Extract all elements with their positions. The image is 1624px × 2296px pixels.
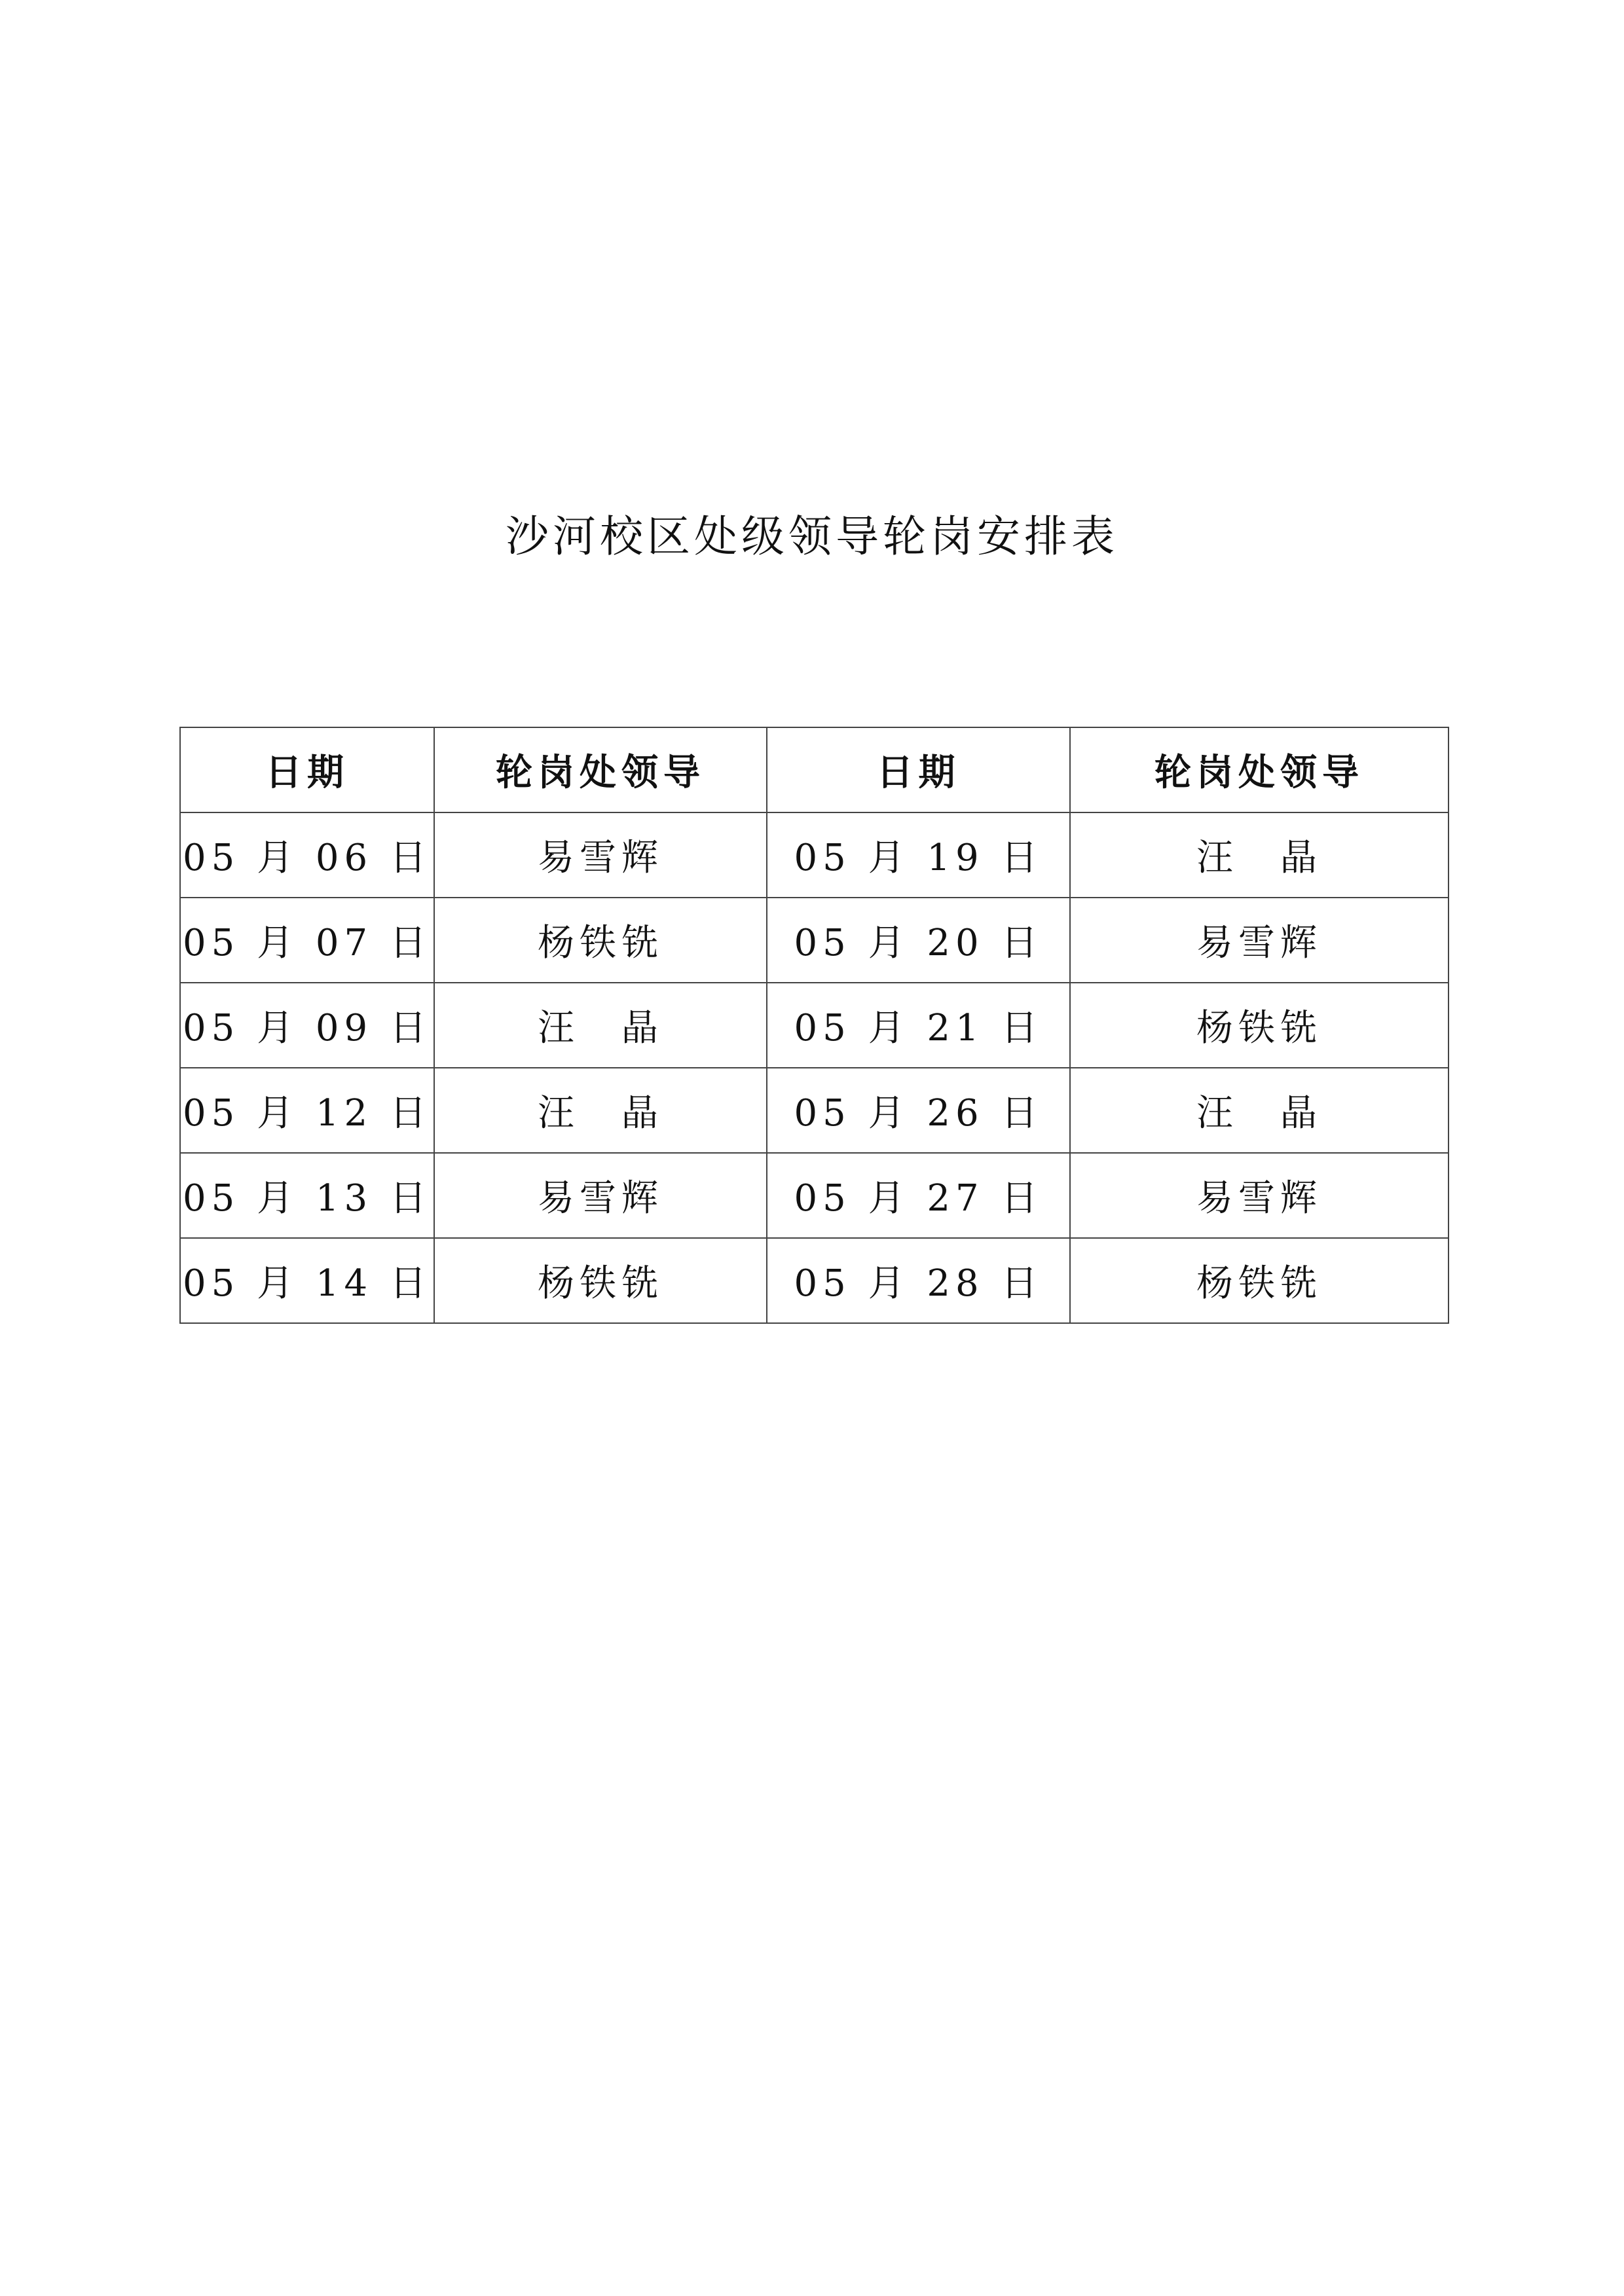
table-row <box>180 983 1449 1068</box>
date-cell: 05 月 20 日 <box>767 898 1070 983</box>
leader-cell: 汪 晶 <box>434 1068 767 1153</box>
header-date: 日期 <box>767 727 1070 812</box>
table-row <box>180 898 1449 983</box>
leader-cell: 杨铁铣 <box>1070 983 1449 1068</box>
page-title: 沙河校区处级领导轮岗安排表 <box>506 511 1118 562</box>
leader-cell: 汪 晶 <box>434 983 767 1068</box>
date-cell: 05 月 07 日 <box>180 898 434 983</box>
table-row <box>180 1153 1449 1238</box>
date-cell: 05 月 13 日 <box>180 1153 434 1238</box>
date-cell: 05 月 27 日 <box>767 1153 1070 1238</box>
date-cell: 05 月 14 日 <box>180 1238 434 1323</box>
table-row <box>180 812 1449 898</box>
header-date: 日期 <box>180 727 434 812</box>
header-leader: 轮岗处领导 <box>434 727 767 812</box>
leader-cell: 杨铁铣 <box>434 898 767 983</box>
leader-cell: 易雪辉 <box>1070 898 1449 983</box>
date-cell: 05 月 19 日 <box>767 812 1070 898</box>
header-leader: 轮岗处领导 <box>1070 727 1449 812</box>
leader-cell: 杨铁铣 <box>1070 1238 1449 1323</box>
rotation-schedule-table <box>179 727 1449 1324</box>
leader-cell: 易雪辉 <box>1070 1153 1449 1238</box>
table-header-row <box>180 727 1449 812</box>
leader-cell: 汪 晶 <box>1070 1068 1449 1153</box>
date-cell: 05 月 09 日 <box>180 983 434 1068</box>
leader-cell: 易雪辉 <box>434 1153 767 1238</box>
table-row <box>180 1068 1449 1153</box>
leader-cell: 易雪辉 <box>434 812 767 898</box>
leader-cell: 汪 晶 <box>1070 812 1449 898</box>
date-cell: 05 月 06 日 <box>180 812 434 898</box>
leader-cell: 杨铁铣 <box>434 1238 767 1323</box>
table-row <box>180 1238 1449 1323</box>
date-cell: 05 月 21 日 <box>767 983 1070 1068</box>
date-cell: 05 月 12 日 <box>180 1068 434 1153</box>
date-cell: 05 月 28 日 <box>767 1238 1070 1323</box>
date-cell: 05 月 26 日 <box>767 1068 1070 1153</box>
